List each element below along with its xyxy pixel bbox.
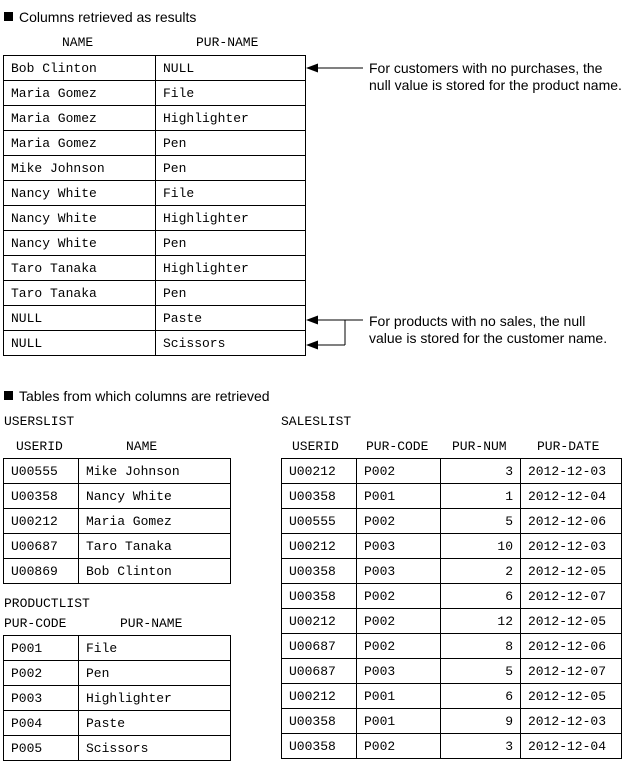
table-row <box>4 661 231 686</box>
table-cell: Maria Gomez <box>4 131 156 156</box>
table-cell: File <box>156 181 306 206</box>
table-cell: U00555 <box>282 509 357 534</box>
table-cell: Pen <box>156 281 306 306</box>
table-cell: U00212 <box>282 609 357 634</box>
table-cell: Maria Gomez <box>4 106 156 131</box>
table-cell: 2012-12-03 <box>521 709 622 734</box>
userslist-table-name: USERSLIST <box>4 414 75 429</box>
table-row <box>282 509 622 534</box>
table-cell: 2 <box>441 559 521 584</box>
productlist-table <box>3 635 231 761</box>
table-cell: Mike Johnson <box>4 156 156 181</box>
table-row <box>4 636 231 661</box>
saleslist-header-pur-code: PUR-CODE <box>366 439 429 454</box>
table-cell: 5 <box>441 659 521 684</box>
table-cell: 10 <box>441 534 521 559</box>
note-null-product-name: For customers with no purchases, the null value is stored for the product name. <box>369 60 622 93</box>
table-cell: Maria Gomez <box>4 81 156 106</box>
table-row <box>282 584 622 609</box>
table-cell: P001 <box>357 709 441 734</box>
table-cell: Taro Tanaka <box>79 534 231 559</box>
productlist-table-name: PRODUCTLIST <box>4 596 90 611</box>
result-section-title: Columns retrieved as results <box>4 9 196 25</box>
table-cell: P005 <box>4 736 79 761</box>
userslist-header-name: NAME <box>126 439 158 454</box>
table-cell: P002 <box>4 661 79 686</box>
table-cell: 2012-12-03 <box>521 534 622 559</box>
table-cell: P001 <box>357 684 441 709</box>
saleslist-table-body <box>282 459 622 759</box>
userslist-table <box>3 458 231 584</box>
saleslist-header-pur-date: PUR-DATE <box>537 439 600 454</box>
saleslist-header-userid: USERID <box>292 439 339 454</box>
saleslist-table-name: SALESLIST <box>281 414 352 429</box>
table-cell: File <box>79 636 231 661</box>
table-cell: U00212 <box>282 534 357 559</box>
table-cell: P002 <box>357 734 441 759</box>
table-cell: Taro Tanaka <box>4 281 156 306</box>
table-cell: Nancy White <box>4 231 156 256</box>
table-row <box>4 559 231 584</box>
table-row <box>282 709 622 734</box>
table-cell: U00687 <box>4 534 79 559</box>
table-cell: P002 <box>357 634 441 659</box>
table-cell: 9 <box>441 709 521 734</box>
table-cell: P002 <box>357 509 441 534</box>
table-cell: Pen <box>156 231 306 256</box>
table-cell: Highlighter <box>156 206 306 231</box>
table-cell: Highlighter <box>79 686 231 711</box>
table-cell: 2012-12-06 <box>521 634 622 659</box>
table-cell: U00212 <box>282 459 357 484</box>
table-cell: 2012-12-07 <box>521 659 622 684</box>
table-cell: 2012-12-07 <box>521 584 622 609</box>
table-cell: Scissors <box>156 331 306 356</box>
table-cell: Paste <box>156 306 306 331</box>
table-cell: 2012-12-05 <box>521 609 622 634</box>
table-cell: Taro Tanaka <box>4 256 156 281</box>
table-cell: U00869 <box>4 559 79 584</box>
table-cell: U00212 <box>4 509 79 534</box>
table-cell: 2012-12-03 <box>521 459 622 484</box>
table-cell: Scissors <box>79 736 231 761</box>
table-cell: U00358 <box>4 484 79 509</box>
table-cell: P002 <box>357 584 441 609</box>
table-cell: P002 <box>357 459 441 484</box>
table-row <box>4 459 231 484</box>
saleslist-header-pur-num: PUR-NUM <box>452 439 507 454</box>
table-cell: P001 <box>4 636 79 661</box>
table-cell: Highlighter <box>156 106 306 131</box>
table-cell: U00358 <box>282 709 357 734</box>
table-cell: 6 <box>441 684 521 709</box>
table-row <box>4 736 231 761</box>
table-cell: Bob Clinton <box>4 56 156 81</box>
bullet-square-icon <box>4 391 13 400</box>
table-cell: 6 <box>441 584 521 609</box>
arrow-to-null-customer-rows <box>306 316 363 350</box>
table-cell: 3 <box>441 459 521 484</box>
table-cell: U00687 <box>282 634 357 659</box>
table-cell: Paste <box>79 711 231 736</box>
table-cell: U00687 <box>282 659 357 684</box>
table-cell: NULL <box>156 56 306 81</box>
table-row <box>282 534 622 559</box>
arrow-to-bob-clinton-row <box>306 64 363 73</box>
table-cell: Pen <box>156 156 306 181</box>
table-cell: P003 <box>357 559 441 584</box>
table-cell: P003 <box>357 534 441 559</box>
table-cell: Pen <box>156 131 306 156</box>
result-header-name: NAME <box>62 35 94 50</box>
saleslist-table <box>281 458 622 759</box>
table-row <box>4 534 231 559</box>
note-null-customer-name: For products with no sales, the null value is stored for the customer name. <box>369 313 608 346</box>
table-cell: 2012-12-04 <box>521 734 622 759</box>
userslist-header-userid: USERID <box>16 439 63 454</box>
table-row <box>4 509 231 534</box>
table-cell: Nancy White <box>4 206 156 231</box>
table-row <box>282 559 622 584</box>
table-cell: 2012-12-04 <box>521 484 622 509</box>
table-cell: 2012-12-05 <box>521 559 622 584</box>
table-cell: P003 <box>4 686 79 711</box>
table-cell: 2012-12-05 <box>521 684 622 709</box>
table-cell: Highlighter <box>156 256 306 281</box>
table-cell: U00555 <box>4 459 79 484</box>
table-cell: U00358 <box>282 559 357 584</box>
table-cell: P004 <box>4 711 79 736</box>
table-cell: Mike Johnson <box>79 459 231 484</box>
table-row <box>4 686 231 711</box>
table-cell: Maria Gomez <box>79 509 231 534</box>
table-cell: 1 <box>441 484 521 509</box>
table-row <box>282 634 622 659</box>
table-cell: File <box>156 81 306 106</box>
table-cell: 5 <box>441 509 521 534</box>
source-section-title: Tables from which columns are retrieved <box>4 388 270 404</box>
productlist-table-body <box>4 636 231 761</box>
table-cell: NULL <box>4 331 156 356</box>
table-cell: Bob Clinton <box>79 559 231 584</box>
table-row <box>4 484 231 509</box>
table-cell: P002 <box>357 609 441 634</box>
table-row <box>282 484 622 509</box>
productlist-header-pur-code: PUR-CODE <box>4 616 67 631</box>
table-cell: 3 <box>441 734 521 759</box>
table-cell: U00358 <box>282 484 357 509</box>
table-cell: U00358 <box>282 734 357 759</box>
table-row <box>282 734 622 759</box>
productlist-header-pur-name: PUR-NAME <box>120 616 183 631</box>
table-cell: U00358 <box>282 584 357 609</box>
table-cell: P001 <box>357 484 441 509</box>
table-row <box>282 459 622 484</box>
table-cell: NULL <box>4 306 156 331</box>
table-row <box>282 684 622 709</box>
table-cell: Nancy White <box>79 484 231 509</box>
table-row <box>4 711 231 736</box>
table-cell: 12 <box>441 609 521 634</box>
table-cell: 2012-12-06 <box>521 509 622 534</box>
table-cell: U00212 <box>282 684 357 709</box>
userslist-table-body <box>4 459 231 584</box>
table-cell: Nancy White <box>4 181 156 206</box>
table-row <box>282 609 622 634</box>
table-cell: Pen <box>79 661 231 686</box>
table-cell: 8 <box>441 634 521 659</box>
table-row <box>282 659 622 684</box>
table-cell: P003 <box>357 659 441 684</box>
result-header-pur-name: PUR-NAME <box>196 35 259 50</box>
